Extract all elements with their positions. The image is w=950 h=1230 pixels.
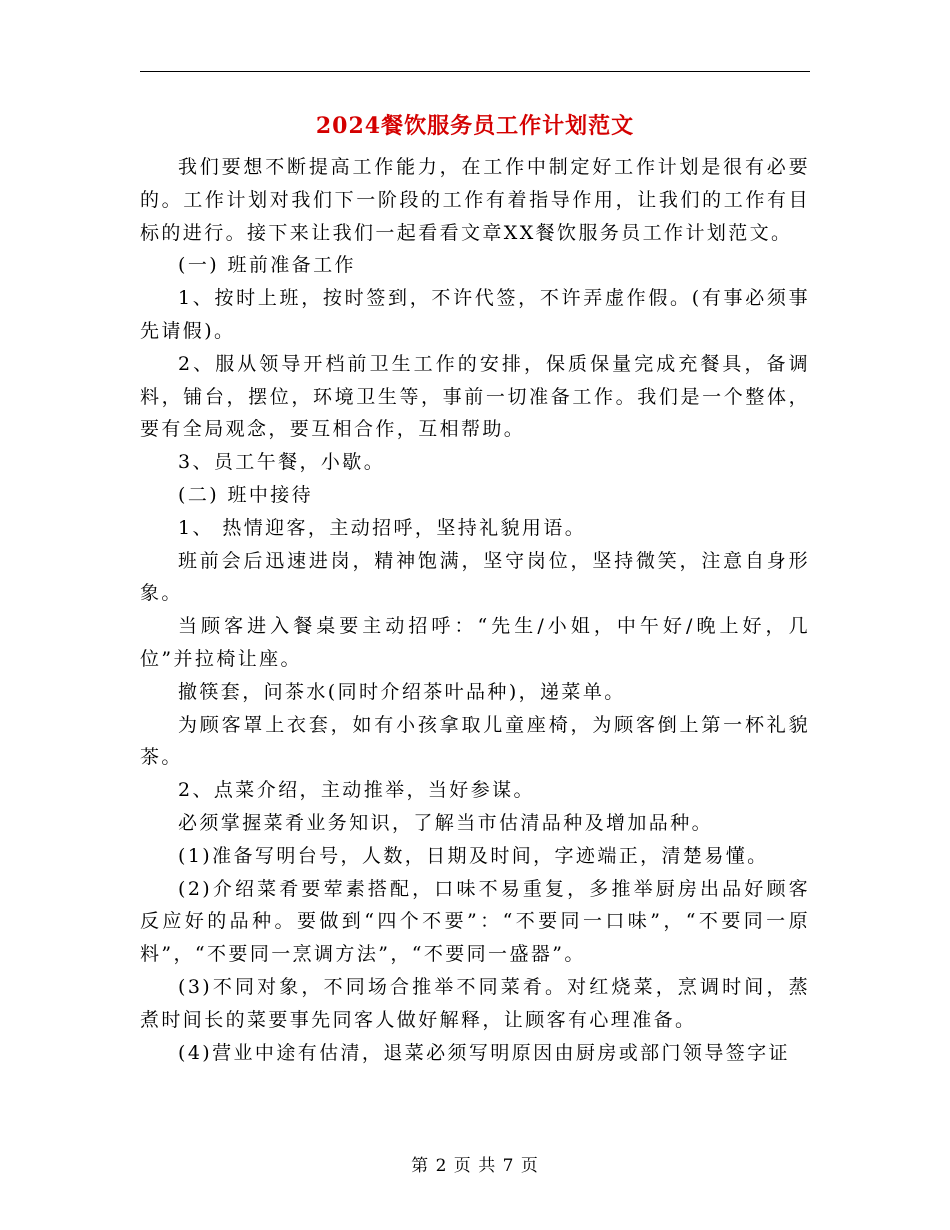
paragraph-item: 2、点菜介绍，主动推举，当好参谋。 bbox=[178, 779, 535, 802]
paragraph-item: 3、员工午餐，小歇。 bbox=[178, 451, 386, 474]
paragraph-item: (1)准备写明台号，人数，日期及时间，字迹端正，清楚易懂。 bbox=[178, 844, 769, 867]
paragraph-item: 班前会后迅速进岗，精神饱满，坚守岗位，坚持微笑，注意自身形象。 bbox=[140, 549, 810, 605]
paragraph-intro: 我们要想不断提高工作能力，在工作中制定好工作计划是很有必要的。工作计划对我们下一阶段的工作有着指导作用，让我们的工作有目标的进行。接下来让我们一起看看文章XX餐饮服务员工作计划范文。 bbox=[140, 156, 810, 244]
paragraph-item: 必须掌握菜肴业务知识，了解当市估清品种及增加品种。 bbox=[178, 811, 714, 834]
header-rule bbox=[140, 71, 810, 72]
paragraph-item: 当顾客进入餐桌要主动招呼：“先生/小姐，中午好/晚上好，几位”并拉椅让座。 bbox=[140, 615, 810, 670]
paragraph-item: (3)不同对象，不同场合推举不同菜肴。对红烧菜，烹调时间，蒸煮时间长的菜要事先同客人做好解释，让顾客有心理准备。 bbox=[140, 975, 810, 1031]
paragraph-item: 为顾客罩上衣套，如有小孩拿取儿童座椅，为顾客倒上第一杯礼貌茶。 bbox=[140, 713, 810, 769]
paragraph-item: 2、服从领导开档前卫生工作的安排，保质保量完成充餐具，备调料，铺台，摆位，环境卫生等，事前一切准备工作。我们是一个整体，要有全局观念，要互相合作，互相帮助。 bbox=[140, 352, 810, 441]
section-heading-in-shift: (二) 班中接待 bbox=[178, 483, 314, 506]
page-number-footer: 第 2 页 共 7 页 bbox=[411, 1156, 539, 1176]
paragraph-item: (2)介绍菜肴要荤素搭配，口味不易重复，多推举厨房出品好顾客反应好的品种。要做到“四个不要”：“不要同一口味”，“不要同一原料”，“不要同一烹调方法”，“不要同一盛器”。 bbox=[140, 877, 810, 966]
document-title: 2024餐饮服务员工作计划范文 bbox=[315, 113, 635, 139]
document-body bbox=[140, 151, 810, 1069]
paragraph-item: 1、按时上班，按时签到，不许代签，不许弄虚作假。(有事必须事先请假)。 bbox=[140, 287, 810, 342]
paragraph-item: 撤筷套，问茶水(同时介绍茶叶品种)，递菜单。 bbox=[178, 680, 626, 703]
paragraph-item: (4)营业中途有估清，退菜必须写明原因由厨房或部门领导签字证 bbox=[178, 1041, 790, 1064]
section-heading-pre-shift: (一) 班前准备工作 bbox=[178, 254, 356, 277]
paragraph-item: 1、 热情迎客，主动招呼，坚持礼貌用语。 bbox=[178, 516, 587, 539]
